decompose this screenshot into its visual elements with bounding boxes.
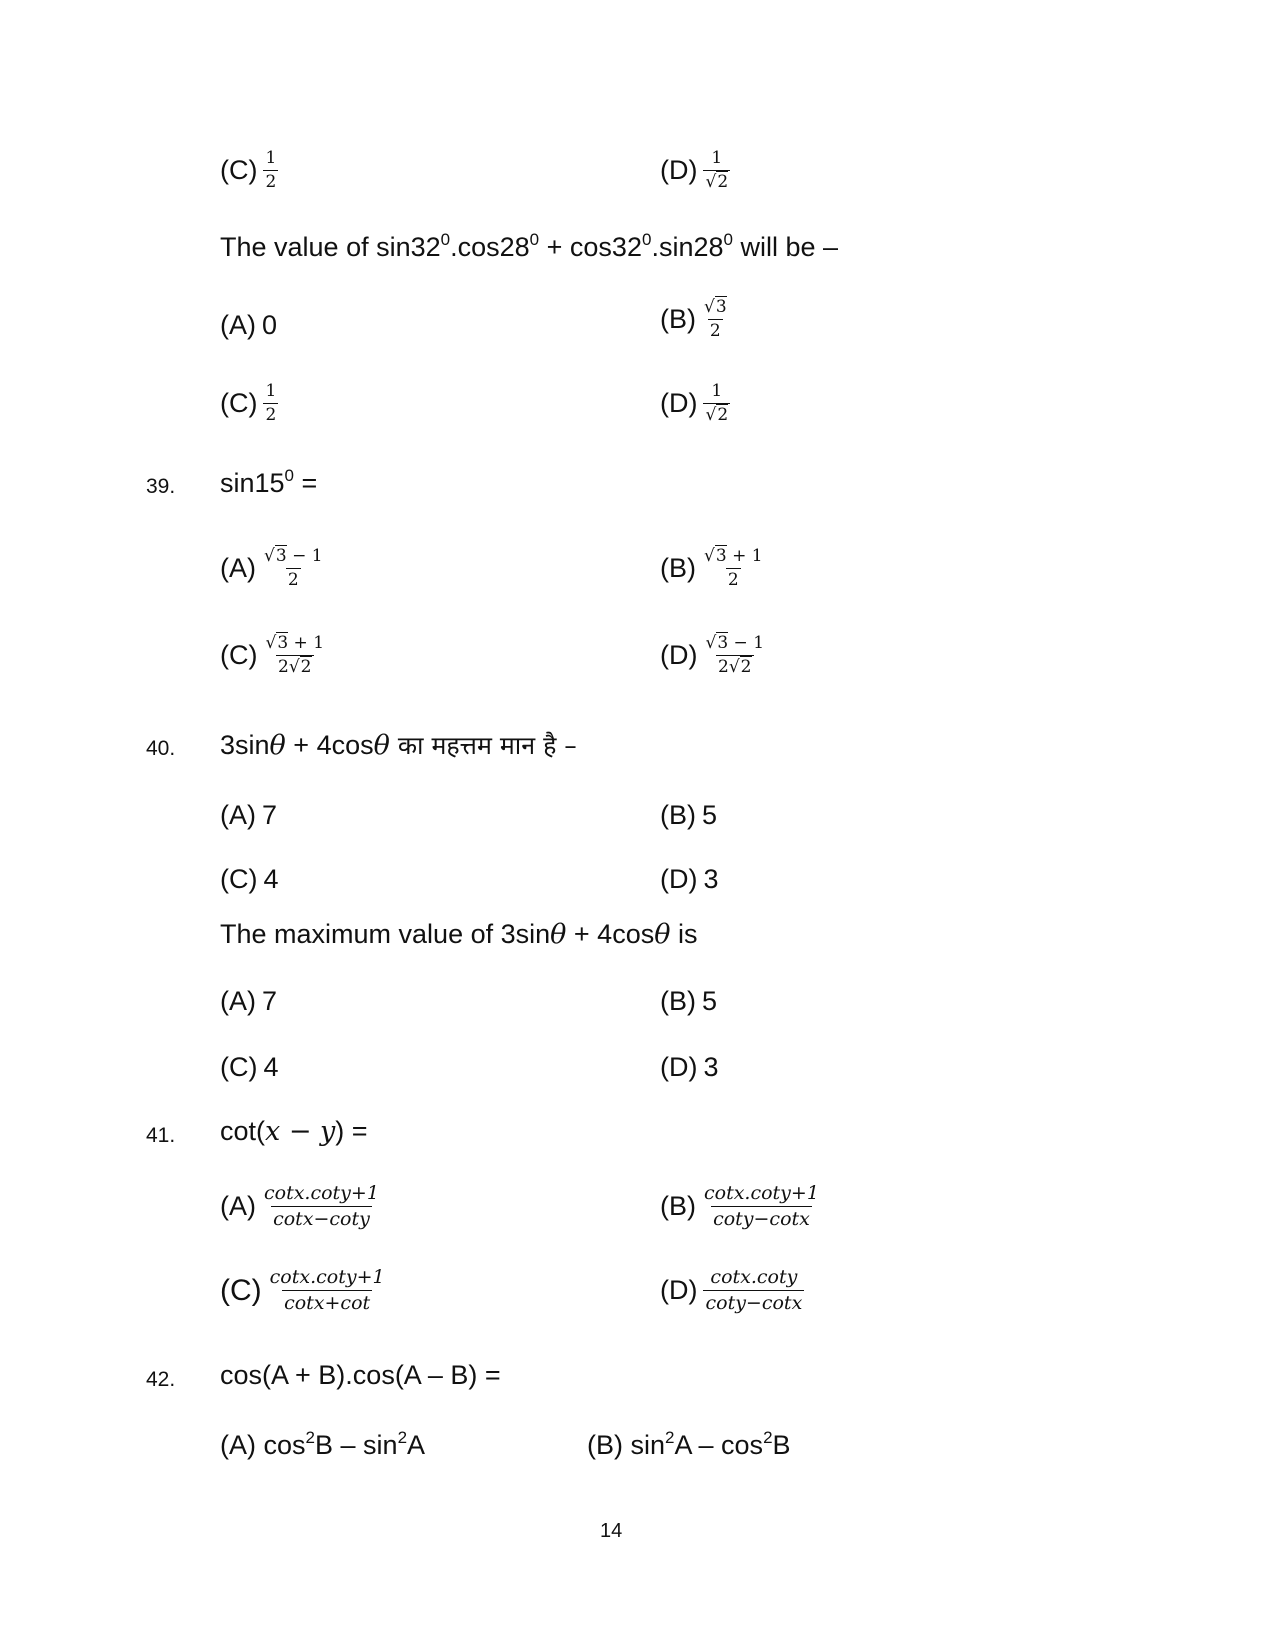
question-38-english: The value of $\sin 32^0.\cos 28^0 + \cos 32^0.\sin 28^0$ will be – xyxy=(220,230,839,262)
option-c: (C) $\frac{√3 + 1}{2√2}$ xyxy=(220,633,325,677)
option-a: (A) 7 xyxy=(220,800,278,830)
option-c: (C) $\frac{1}{2}$ xyxy=(220,381,277,425)
question-40-hindi: 3sinθ + 4cosθ का महत्तम मान है – xyxy=(220,730,577,761)
fraction: $\frac{√3 - 1}{2√2}$ xyxy=(705,633,765,677)
question-number: 42. xyxy=(146,1368,176,1391)
option-d: (D) $\frac{√3 - 1}{2√2}$ xyxy=(660,633,765,677)
option-d: (D) 3 xyxy=(660,864,719,894)
option-b: (B) $\sin^2A - \cos^2B$ xyxy=(587,1428,791,1460)
fraction: $\frac{√3 - 1}{2}$ xyxy=(264,546,323,590)
option-b: (B) $\frac{\cot x.\cot y+1}{\cot y-\cot x}$ xyxy=(660,1182,819,1230)
fraction: $\frac{\cot x.\cot y+1}{\cot x+\cot}$ xyxy=(269,1266,385,1314)
question-41: cot(x − y) = xyxy=(220,1116,368,1147)
question-number: 39. xyxy=(146,475,176,498)
question-40-english: The maximum value of 3sinθ + 4cosθ is xyxy=(220,919,698,950)
option-d: (D) $\frac{1}{√2}$ xyxy=(660,148,729,192)
question-number: 41. xyxy=(146,1124,176,1147)
question-39: $\sin 15^0$ = xyxy=(220,466,318,498)
option-a: (A) 7 xyxy=(220,986,278,1016)
option-b: (B) 5 xyxy=(660,800,718,830)
option-a: (A) $\frac{\cot x.\cot y+1}{\cot x-\cot y}$ xyxy=(220,1182,379,1230)
option-c: (C) $\frac{1}{2}$ xyxy=(220,148,277,192)
fraction: $\frac{\cot x.\cot y+1}{\cot y-\cot x}$ xyxy=(704,1182,819,1230)
option-b: (B) $\frac{√3}{2}$ xyxy=(660,297,727,341)
fraction: $\frac{\cot x.\cot y+1}{\cot x-\cot y}$ xyxy=(264,1182,379,1230)
option-d: (D) 3 xyxy=(660,1052,719,1082)
option-a: (A) $\cos^2B - \sin^2A$ xyxy=(220,1428,426,1460)
option-b: (B) $\frac{√3 + 1}{2}$ xyxy=(660,546,763,590)
option-d: (D) $\frac{\cot x.\cot y}{\cot y-\cot x}$ xyxy=(660,1266,803,1314)
option-a: (A) 0 xyxy=(220,310,278,340)
fraction: $\frac{\cot x.\cot y}{\cot y-\cot x}$ xyxy=(705,1266,803,1314)
fraction: $\frac{√3 + 1}{2}$ xyxy=(704,546,763,590)
option-c: (C) 4 xyxy=(220,1052,279,1082)
fraction: $\frac{1}{√2}$ xyxy=(705,381,729,425)
option-c: (C) 4 xyxy=(220,864,279,894)
option-a: (A) $\frac{√3 - 1}{2}$ xyxy=(220,546,323,590)
fraction: $\frac{1}{√2}$ xyxy=(705,148,729,192)
option-c: (C) $\frac{\cot x.\cot y+1}{\cot x+\cot}$ xyxy=(220,1266,385,1314)
option-b: (B) 5 xyxy=(660,986,718,1016)
fraction: $\frac{1}{2}$ xyxy=(265,381,277,425)
question-number: 40. xyxy=(146,737,176,760)
option-d: (D) $\frac{1}{√2}$ xyxy=(660,381,729,425)
page-number: 14 xyxy=(600,1520,623,1542)
fraction: $\frac{√3 + 1}{2√2}$ xyxy=(265,633,325,677)
fraction: $\frac{1}{2}$ xyxy=(265,148,277,192)
question-42: cos(A + B).cos(A – B) = xyxy=(220,1360,501,1390)
fraction: $\frac{√3}{2}$ xyxy=(704,297,727,341)
